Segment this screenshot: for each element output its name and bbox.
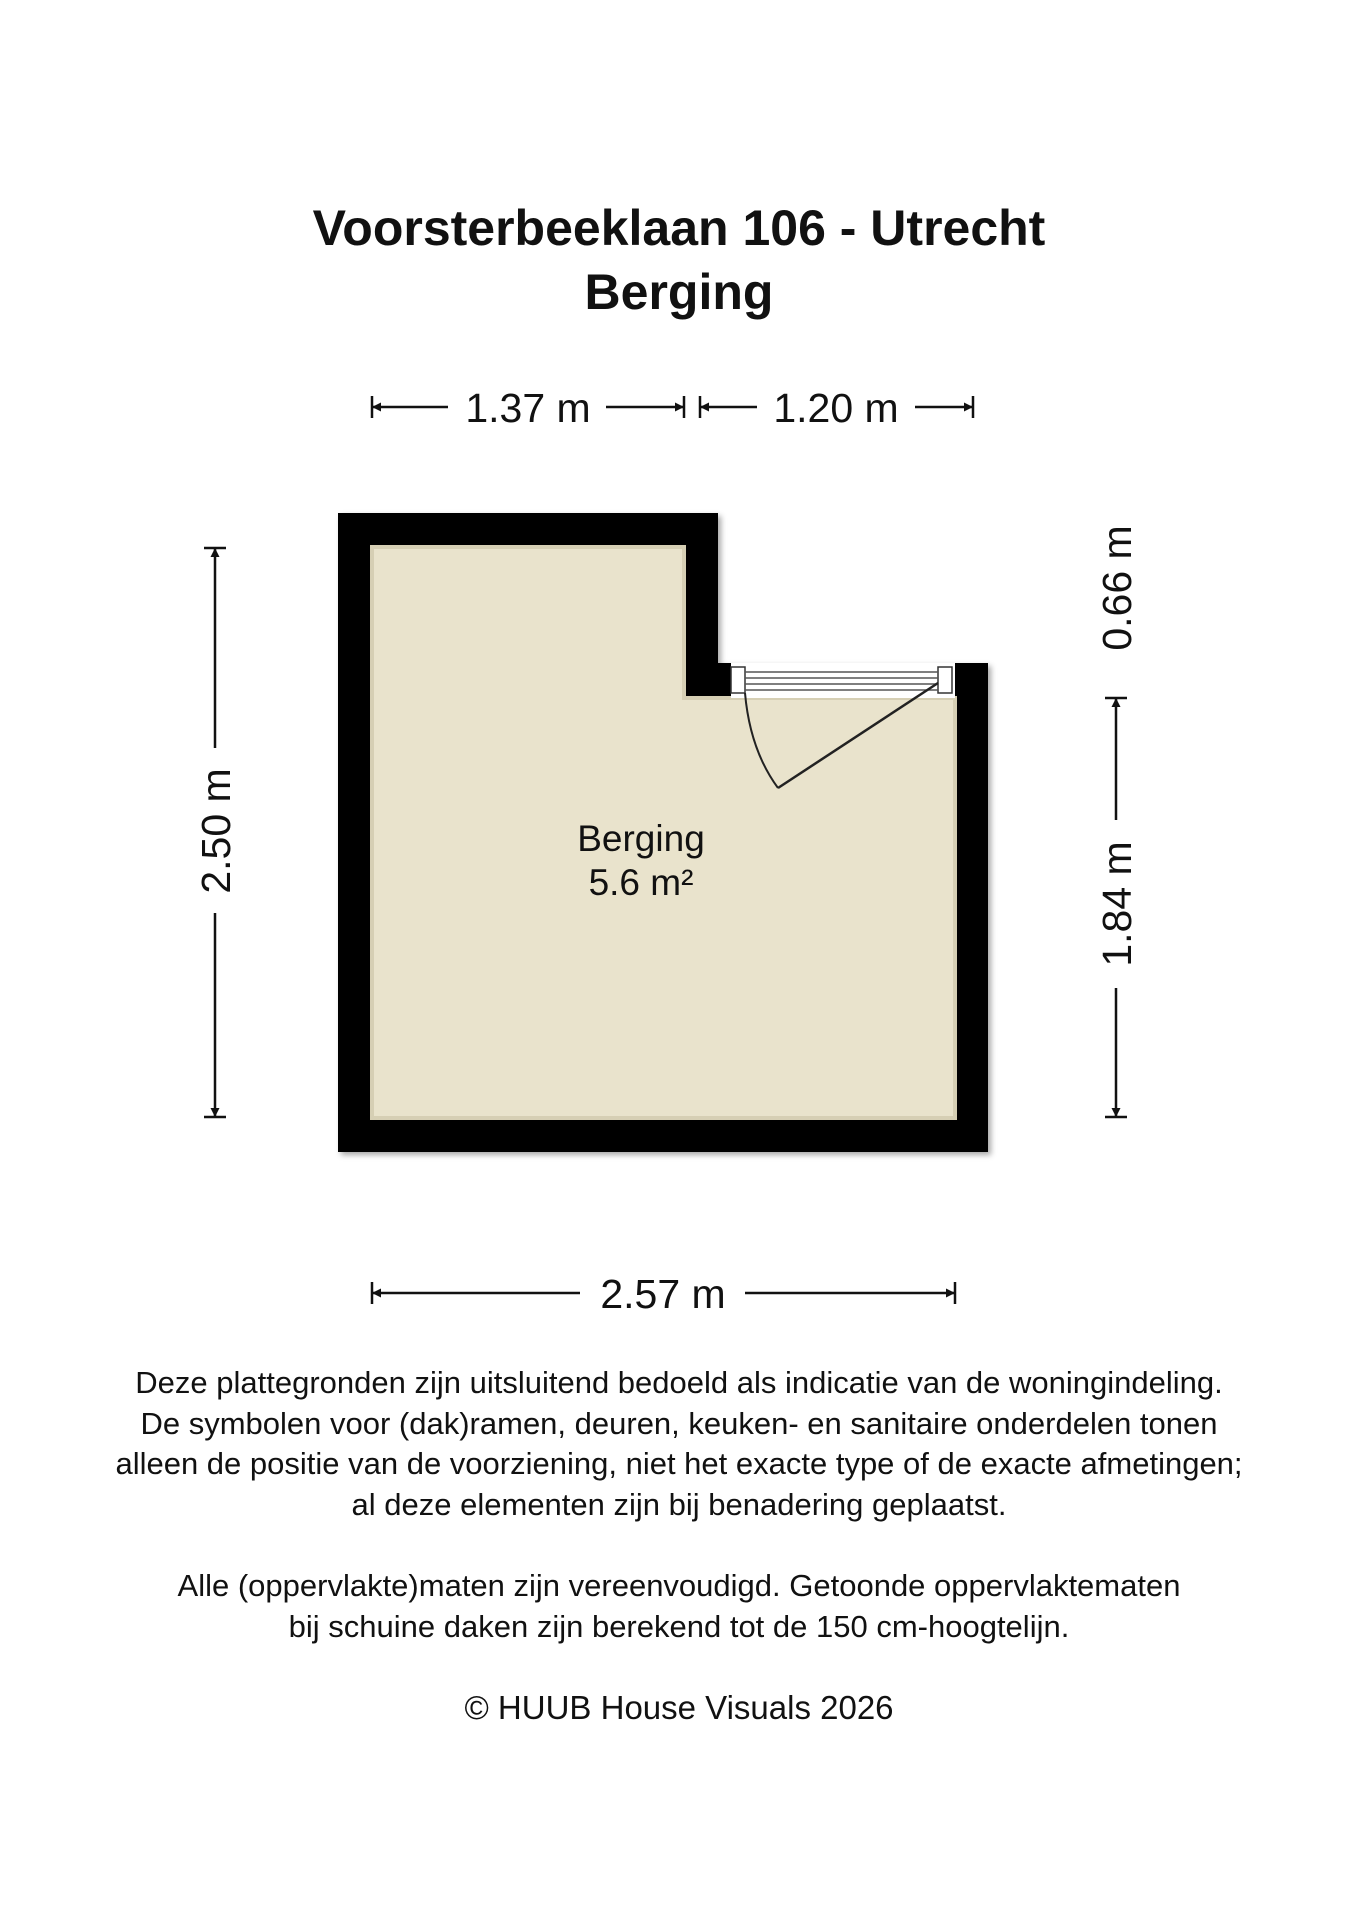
dimension-top-left-label: 1.37 m <box>465 385 591 431</box>
copyright-notice: © HUUB House Visuals 2026 <box>464 1689 894 1726</box>
dimension-right-lower <box>1094 698 1140 1117</box>
disclaimer-paragraph-1 <box>10 1363 1348 1525</box>
dimension-top-right-label: 1.20 m <box>773 385 899 431</box>
plan-title-floor: Berging <box>584 264 774 320</box>
dimension-bottom <box>372 1271 955 1317</box>
plan-title-address: Voorsterbeeklaan 106 - Utrecht <box>312 200 1046 256</box>
room-area: 5.6 m² <box>588 862 694 903</box>
door-jamb-left <box>731 667 745 693</box>
dimension-top-left <box>372 385 684 431</box>
room-name: Berging <box>577 818 705 859</box>
door-jamb-right <box>938 667 952 693</box>
disclaimer-line: Deze plattegronden zijn uitsluitend bedoeld als indicatie van de woningindeling. <box>135 1365 1223 1400</box>
disclaimer-line: alleen de positie van de voorziening, niet het exacte type of de exacte afmetingen; <box>115 1446 1243 1481</box>
dimension-left-label: 2.50 m <box>193 768 239 894</box>
disclaimer-line: De symbolen voor (dak)ramen, deuren, keuken- en sanitaire onderdelen tonen <box>140 1405 1218 1441</box>
disclaimer-paragraph-2 <box>10 1566 1348 1647</box>
disclaimer-line: Alle (oppervlakte)maten zijn vereenvoudigd. Getoonde oppervlaktematen <box>177 1568 1181 1603</box>
dimension-right-lower-label: 1.84 m <box>1094 841 1140 967</box>
disclaimer-line: bij schuine daken zijn berekend tot de 150 cm-hoogtelijn. <box>288 1608 1070 1644</box>
dimension-left <box>193 548 239 1117</box>
dimension-top-right <box>700 385 973 431</box>
dimension-right-upper-label: 0.66 m <box>1094 525 1140 651</box>
disclaimer-line: al deze elementen zijn bij benadering geplaatst. <box>351 1486 1007 1522</box>
dimension-bottom-label: 2.57 m <box>600 1271 726 1317</box>
